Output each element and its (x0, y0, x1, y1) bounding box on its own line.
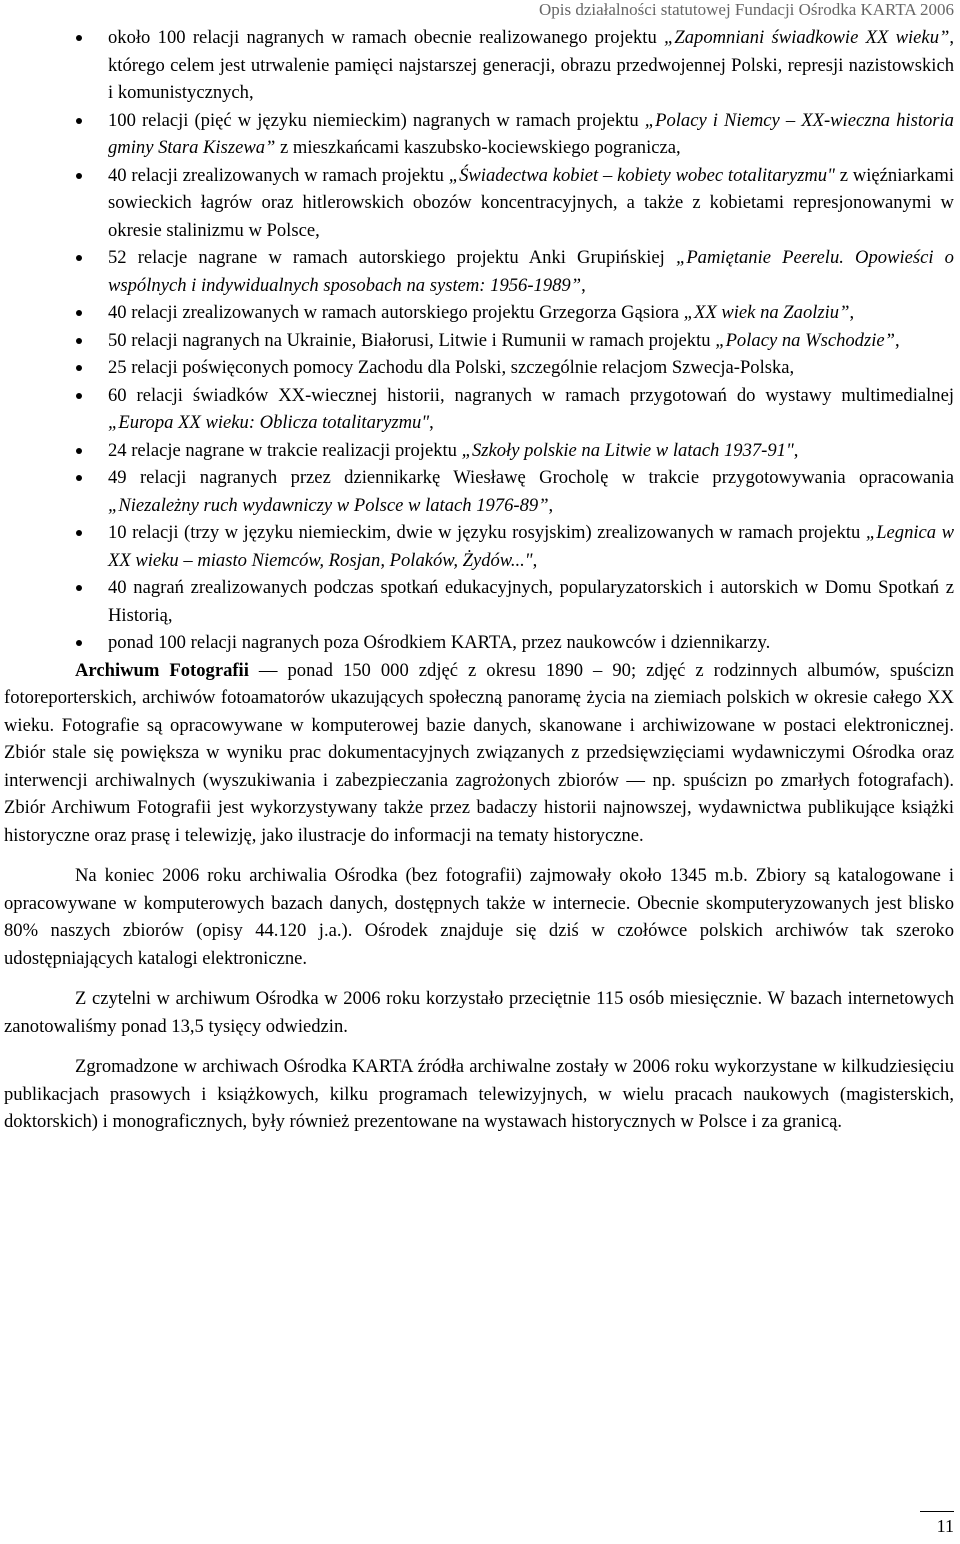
list-item (4, 382, 954, 437)
project-title: „Zapomniani świadkowie XX wieku” (664, 27, 950, 48)
list-item (4, 107, 954, 162)
list-item-text: 49 relacji nagranych przez dziennikarkę Wiesławę Grocholę w trakcie przygotowywania opracowania (108, 467, 954, 488)
list-item-text: 40 relacji zrealizowanych w ramach projektu (108, 164, 449, 186)
project-title: „Europa XX wieku: Oblicza totalitaryzmu" (108, 412, 430, 433)
photo-archive-paragraph (4, 657, 954, 850)
reading-room-paragraph: Z czytelni w archiwum Ośrodka w 2006 roku korzystało przeciętnie 115 osób miesięcznie. W bazach internetowych zanotowaliśmy ponad 13,5 tysięcy odwiedzin. (4, 988, 954, 1037)
bullet-icon (76, 35, 82, 41)
project-title: „Szkoły polskie na Litwie w latach 1937-91" (461, 439, 794, 461)
photo-archive-heading: Archiwum Fotografii (75, 659, 249, 681)
list-item (4, 299, 954, 327)
list-item-text: , (793, 439, 799, 461)
running-header: Opis działalności statutowej Fundacji Ośrodka KARTA 2006 (538, 0, 954, 19)
list-item-text: , którego celem jest utrwalenie pamięci najstarszej generacji, obrazu przedwojennej Polski, represji nazistowskich i komunistycznych, (108, 27, 954, 103)
list-item (4, 437, 954, 465)
archive-size-paragraph: Na koniec 2006 roku archiwalia Ośrodka (bez fotografii) zajmowały około 1345 m.b. Zbiory są katalogowane i opracowywane w komputerowych bazach danych, dostępnych także w internecie. Obecnie skomputeryzowanych jest blisko 80% naszych zbiorów (opisy 44.120 j.a.). Ośrodek znajduje się dziś w czołówce polskich archiwów tak szeroko udostępniających katalogi elektroniczne. (4, 865, 954, 969)
list-item-text: 50 relacji nagranych na Ukrainie, Białorusi, Litwie i Rumunii w ramach projektu (108, 329, 716, 351)
bullet-icon (76, 255, 82, 261)
list-item-text: z mieszkańcami kaszubsko-kociewskiego pogranicza, (275, 137, 681, 158)
list-item-text: , (548, 494, 554, 516)
bullet-icon (76, 118, 82, 124)
bullet-icon (76, 448, 82, 454)
project-title: „XX wiek na Zaolziu” (683, 302, 850, 323)
bullet-icon (76, 365, 82, 371)
list-item (4, 24, 954, 107)
bullet-icon (76, 393, 82, 399)
photo-archive-text: — ponad 150 000 zdjęć z okresu 1890 – 90; zdjęć z rodzinnych albumów, spuścizn fotoreporterskich, archiwów fotoamatorów ukazujących społeczną panoramę życia na ziemiach polskich w okresie całego XX wieku. Fotografie są opracowywane w komputerowej bazie danych, skanowane i archiwizowane w postaci elektronicznej. Zbiór stale się powiększa w wyniku prac dokumentacyjnych związanych z przedsięwzięciami wydawniczymi Ośrodka oraz interwencji archiwalnych (wyszukiwania i zabezpieczania zagrożonych zbiorów — np. spuścizn po zmarłych fotografach). Zbiór Archiwum Fotografii jest wykorzystywany także przez badaczy historii najnowszej, wydawnictwa publikujące książki historyczne oraz prasę i telewizję, jako ilustracje do informacji na tematy historyczne. (4, 659, 954, 846)
project-title: „Niezależny ruch wydawniczy w Polsce w latach 1976-89” (108, 494, 549, 516)
list-item (4, 629, 954, 657)
project-title: „Polacy na Wschodzie” (715, 329, 895, 351)
project-title: „Pamiętanie Peerelu. Opowieści o wspólnych i indywidualnych sposobach na system: 1956-1989” (108, 247, 954, 296)
bullet-icon (76, 475, 82, 481)
page-number: 11 (936, 1516, 954, 1536)
list-item-text: około 100 relacji nagranych w ramach obecnie realizowanego projektu (108, 27, 665, 48)
list-item-text: 100 relacji (pięć w języku niemieckim) nagranych w ramach projektu (108, 109, 645, 131)
bullet-icon (76, 173, 82, 179)
bullet-icon (76, 585, 82, 591)
list-item (4, 244, 954, 299)
list-item (4, 464, 954, 519)
usage-paragraph: Zgromadzone w archiwach Ośrodka KARTA źródła archiwalne zostały w 2006 roku wykorzystane w kilkudziesięciu publikacjach prasowych i książkowych, kilku programach telewizyjnych, w wielu pracach naukowych (magisterskich, doktorskich) i monograficznych, były również prezentowane na wystawach historycznych w Polsce i za granicą. (4, 1056, 954, 1132)
project-title: „Legnica w XX wieku – miasto Niemców, Rosjan, Polaków, Żydów..." (108, 522, 954, 571)
list-item-text: 40 nagrań zrealizowanych podczas spotkań edukacyjnych, popularyzatorskich i autorskich w Domu Spotkań z Historią, (108, 577, 954, 626)
list-item-text: , (581, 274, 586, 296)
list-item-text: 52 relacje nagrane w ramach autorskiego projektu Anki Grupińskiej (108, 247, 676, 268)
list-item-text: 10 relacji (trzy w języku niemieckim, dwie w języku rosyjskim) zrealizowanych w ramach projektu (108, 522, 866, 543)
list-item-text: 25 relacji poświęconych pomocy Zachodu dla Polski, szczególnie relacjom Szwecja-Polska, (108, 357, 795, 378)
list-item-text: 40 relacji zrealizowanych w ramach autorskiego projektu Grzegorza Gąsiora (108, 302, 684, 323)
project-title: „Świadectwa kobiet – kobiety wobec totalitaryzmu" (448, 164, 835, 186)
bullet-icon (76, 310, 82, 316)
list-item (4, 519, 954, 574)
list-item-text: , (894, 329, 900, 351)
list-item-text: 60 relacji świadków XX-wiecznej historii, nagranych w ramach przygotowań do wystawy multimedialnej (108, 384, 954, 406)
list-item-text: 24 relacje nagrane w trakcie realizacji projektu (108, 439, 462, 461)
list-item-text: ponad 100 relacji nagranych poza Ośrodkiem KARTA, przez naukowców i dziennikarzy. (108, 632, 771, 653)
list-item (4, 327, 954, 355)
list-item-text: , (429, 412, 434, 433)
list-item-text: z więźniarkami sowieckich łagrów oraz hitlerowskich obozów koncentracyjnych, a także z kobietami represjonowanymi w okresie stalinizmu w Polsce, (108, 164, 954, 241)
page-content (4, 24, 954, 1136)
list-item-text: , (849, 302, 855, 323)
bullet-icon (76, 338, 82, 344)
recordings-list (4, 24, 954, 657)
list-item-text: , (532, 549, 538, 571)
list-item (4, 162, 954, 245)
list-item (4, 354, 954, 382)
project-title: „Polacy i Niemcy – XX-wieczna historia gminy Stara Kiszewa” (108, 109, 954, 158)
footer-rule (920, 1511, 954, 1512)
bullet-icon (76, 530, 82, 536)
list-item (4, 574, 954, 629)
bullet-icon (76, 640, 82, 646)
